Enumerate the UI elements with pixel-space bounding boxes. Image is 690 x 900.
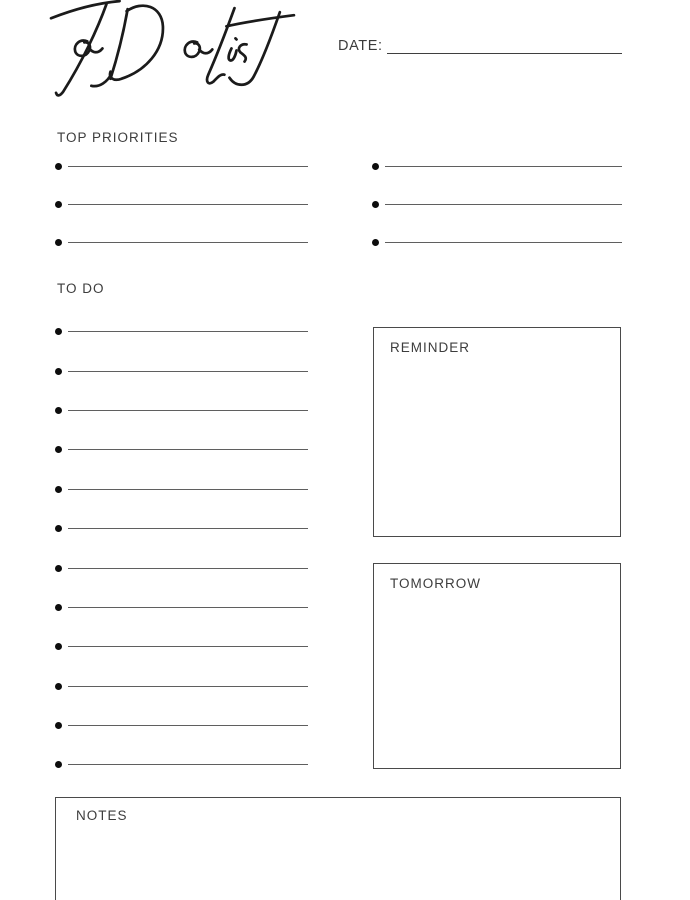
- todo-list: [55, 312, 308, 785]
- write-line: [68, 242, 308, 243]
- tomorrow-content[interactable]: [390, 597, 604, 617]
- date-input-line[interactable]: [387, 38, 622, 54]
- priority-line[interactable]: [55, 163, 308, 170]
- bullet-icon: [55, 525, 62, 532]
- write-line: [68, 449, 308, 450]
- title-script-drawing: [48, 0, 300, 106]
- bullet-icon: [55, 722, 62, 729]
- bullet-icon: [55, 761, 62, 768]
- todo-line[interactable]: [55, 604, 308, 611]
- write-line: [68, 607, 308, 608]
- todo-line[interactable]: [55, 328, 308, 335]
- bullet-icon: [55, 446, 62, 453]
- todo-line[interactable]: [55, 446, 308, 453]
- write-line: [68, 166, 308, 167]
- write-line: [68, 686, 308, 687]
- bullet-icon: [372, 239, 379, 246]
- bullet-icon: [55, 643, 62, 650]
- write-line: [385, 242, 622, 243]
- todo-line[interactable]: [55, 368, 308, 375]
- bullet-icon: [55, 407, 62, 414]
- write-line: [68, 331, 308, 332]
- write-line: [68, 725, 308, 726]
- todo-label: TO DO: [57, 281, 105, 296]
- write-line: [68, 764, 308, 765]
- bullet-icon: [55, 683, 62, 690]
- priority-line[interactable]: [372, 201, 622, 208]
- date-row: [338, 38, 622, 54]
- top-priorities-list: [55, 147, 622, 261]
- todo-line[interactable]: [55, 525, 308, 532]
- priority-line[interactable]: [55, 201, 308, 208]
- write-line: [385, 204, 622, 205]
- notes-content[interactable]: [76, 829, 600, 849]
- todo-line[interactable]: [55, 761, 308, 768]
- bullet-icon: [55, 565, 62, 572]
- todo-line[interactable]: [55, 643, 308, 650]
- tomorrow-label: TOMORROW: [390, 576, 481, 591]
- write-line: [68, 410, 308, 411]
- bullet-icon: [55, 201, 62, 208]
- bullet-icon: [55, 604, 62, 611]
- page-title: [48, 0, 300, 106]
- write-line: [68, 489, 308, 490]
- todo-line[interactable]: [55, 486, 308, 493]
- todo-line[interactable]: [55, 683, 308, 690]
- bullet-icon: [55, 486, 62, 493]
- reminder-label: REMINDER: [390, 340, 471, 355]
- todo-line[interactable]: [55, 565, 308, 572]
- bullet-icon: [55, 328, 62, 335]
- date-label: DATE:: [338, 38, 383, 54]
- notes-label: NOTES: [76, 808, 128, 823]
- todo-line[interactable]: [55, 407, 308, 414]
- write-line: [68, 528, 308, 529]
- write-line: [68, 646, 308, 647]
- write-line: [385, 166, 622, 167]
- bullet-icon: [55, 368, 62, 375]
- priority-line[interactable]: [372, 239, 622, 246]
- top-priorities-label: TOP PRIORITIES: [57, 130, 179, 145]
- bullet-icon: [372, 163, 379, 170]
- priority-line[interactable]: [372, 163, 622, 170]
- write-line: [68, 568, 308, 569]
- bullet-icon: [55, 239, 62, 246]
- bullet-icon: [372, 201, 379, 208]
- todo-line[interactable]: [55, 722, 308, 729]
- reminder-box: [373, 327, 621, 537]
- notes-box: [55, 797, 621, 900]
- write-line: [68, 371, 308, 372]
- write-line: [68, 204, 308, 205]
- priority-line[interactable]: [55, 239, 308, 246]
- tomorrow-box: [373, 563, 621, 769]
- bullet-icon: [55, 163, 62, 170]
- reminder-content[interactable]: [390, 361, 604, 381]
